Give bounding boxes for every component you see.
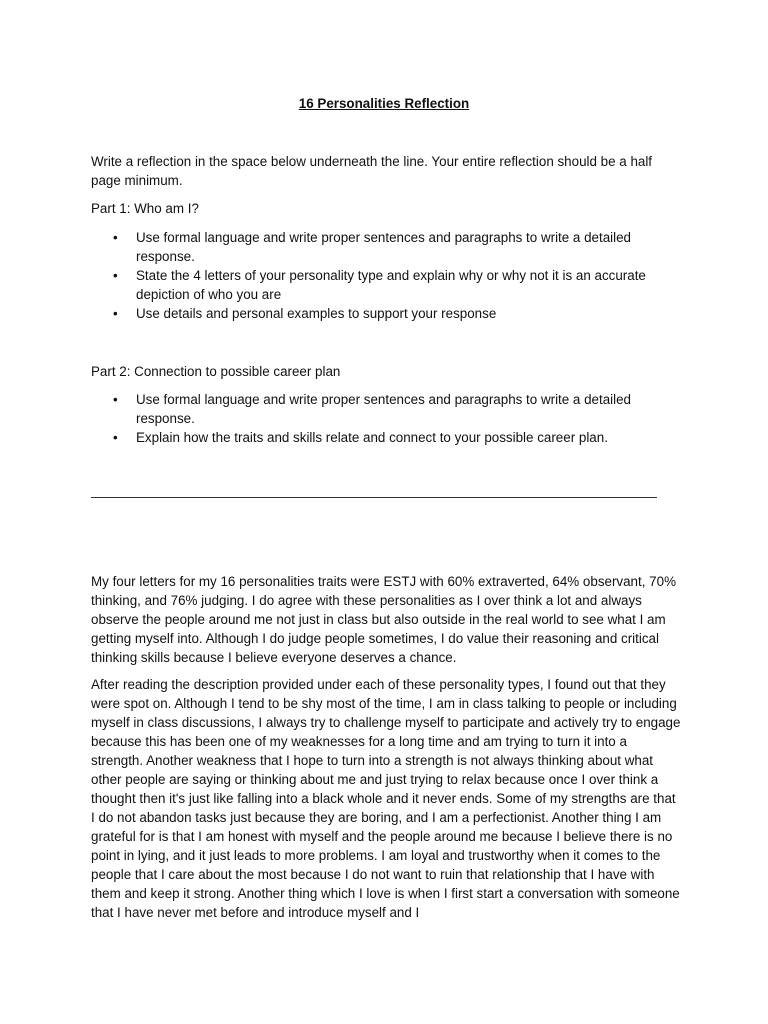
list-item (91, 228, 681, 266)
bullet-text: Use formal language and write proper sentences and paragraphs to write a detailed response. (136, 230, 632, 264)
bullet-marker: • (113, 430, 118, 445)
bullet-marker: • (113, 230, 118, 245)
list-item (91, 266, 681, 304)
document-title: 16 Personalities Reflection (298, 96, 470, 111)
part2-heading: Part 2: Connection to possible career plan (91, 364, 341, 379)
instructions-text: Write a reflection in the space below underneath the line. Your entire reflection should be a half page minimum. (91, 154, 653, 188)
part1-heading: Part 1: Who am I? (91, 201, 199, 216)
response-paragraph: After reading the description provided under each of these personality types, I found out that they were spot on. Although I tend to be shy most of the time, I am in class talking to people or including myself in class discussions, I always try to challenge myself to participate and actively try to engage because this has been one of my weaknesses for a long time and am trying to turn it into a strength. Another weakness that I hope to turn into a strength is not always thinking about what other people are saying or thinking about me and just trying to relax because once I over think a thought then it's just like falling into a black whole and it never ends. Some of my strengths are that I do not abandon tasks just because they are boring, and I am a perfectionist. Another thing I am grateful for is that I am honest with myself and the people around me because I believe there is no point in lying, and it just leads to more problems. I am loyal and trustworthy when it comes to the people that I care about the most because I do not want to ruin that relationship that I have with them and keep it strong. Another thing which I love is when I first start a conversation with someone that I have never met before and introduce myself and I (91, 677, 681, 920)
bullet-text: Use details and personal examples to support your response (136, 306, 497, 321)
bullet-text: Use formal language and write proper sentences and paragraphs to write a detailed response. (136, 392, 632, 426)
response-divider-line (91, 497, 657, 498)
bullet-text: Explain how the traits and skills relate and connect to your possible career plan. (136, 430, 608, 445)
response-paragraph: My four letters for my 16 personalities traits were ESTJ with 60% extraverted, 64% observant, 70% thinking, and 76% judging. I do agree with these personalities as I over think a lot and always observe the people around me not just in class but also outside in the real world to see what I am getting myself into. Although I do judge people sometimes, I do value their reasoning and critical thinking skills because I believe everyone deserves a chance. (91, 574, 676, 665)
bullet-marker: • (113, 392, 118, 407)
list-item (91, 304, 681, 323)
bullet-text: State the 4 letters of your personality type and explain why or why not it is an accurate depiction of who you are (136, 268, 646, 302)
list-item (91, 390, 681, 428)
bullet-marker: • (113, 268, 118, 283)
bullet-marker: • (113, 306, 118, 321)
part2-bullet-list (91, 390, 681, 447)
list-item (91, 428, 681, 447)
part1-bullet-list (91, 228, 681, 323)
